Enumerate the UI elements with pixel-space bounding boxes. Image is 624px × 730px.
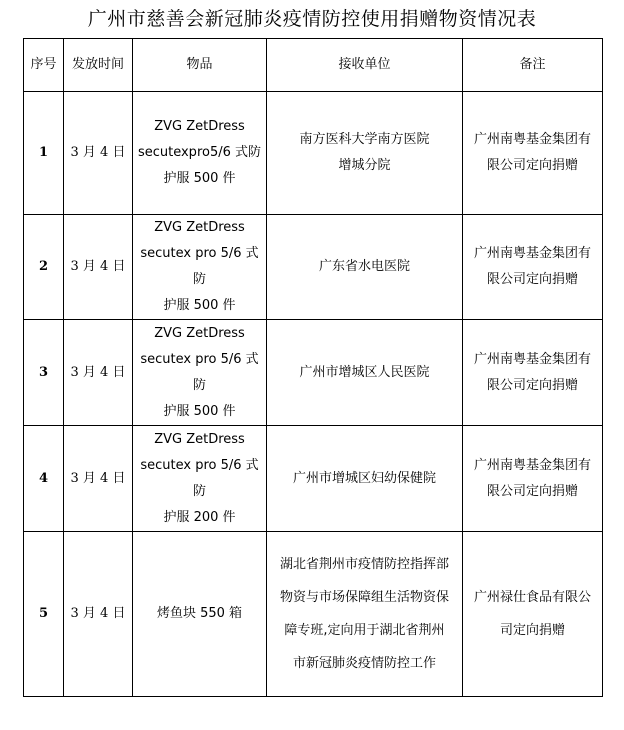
serial-cell: 2 [24, 215, 64, 320]
date-cell: 3 月 4 日 [64, 532, 133, 697]
serial-cell: 3 [24, 320, 64, 426]
recipient-cell [267, 320, 463, 426]
note-line: 限公司定向捐赠 [486, 377, 578, 393]
recipient-line: 湖北省荆州市疫情防控指挥部 [279, 557, 449, 572]
recipient-cell [267, 532, 463, 697]
recipient-line: 广东省水电医院 [318, 259, 410, 274]
serial-cell: 5 [24, 532, 64, 697]
page-title: 广州市慈善会新冠肺炎疫情防控使用捐赠物资情况表 [87, 8, 537, 30]
note-cell [463, 426, 603, 532]
header-item: 物品 [133, 39, 267, 92]
header-recipient: 接收单位 [267, 39, 463, 92]
recipient-line: 物资与市场保障组生活物资保 [279, 590, 449, 605]
date-cell: 3 月 4 日 [64, 426, 133, 532]
header-serial: 序号 [24, 39, 64, 92]
item-line: 护服 500 件 [163, 171, 236, 186]
date-cell: 3 月 4 日 [64, 215, 133, 320]
note-line: 限公司定向捐赠 [486, 272, 578, 287]
note-line: 广州禄仕食品有限公 [473, 590, 591, 605]
note-cell [463, 320, 603, 426]
item-line: secutexpro5/6 式防 [137, 145, 262, 160]
item-line: secutex pro 5/6 式防 [140, 457, 259, 499]
serial-cell: 4 [24, 426, 64, 532]
item-cell [133, 532, 267, 697]
item-line: ZVG ZetDress [154, 119, 245, 134]
item-line: ZVG ZetDress [154, 220, 245, 235]
note-cell [463, 532, 603, 697]
recipient-cell [267, 426, 463, 532]
item-line: 护服 200 件 [163, 509, 236, 525]
recipient-line: 障专班,定向用于湖北省荆州 [284, 623, 445, 638]
date-cell: 3 月 4 日 [64, 320, 133, 426]
item-cell [133, 320, 267, 426]
item-line: ZVG ZetDress [154, 325, 245, 341]
note-line: 司定向捐赠 [499, 623, 565, 638]
note-line: 广州南粤基金集团有 [473, 351, 591, 367]
item-line: secutex pro 5/6 式防 [140, 351, 259, 393]
recipient-cell [267, 92, 463, 215]
note-line: 广州南粤基金集团有 [473, 132, 591, 147]
recipient-line: 市新冠肺炎疫情防控工作 [292, 656, 436, 671]
item-line: 护服 500 件 [163, 298, 236, 313]
note-cell [463, 215, 603, 320]
table-row [24, 532, 603, 697]
serial-cell: 1 [24, 92, 64, 215]
table-row [24, 92, 603, 215]
note-line: 限公司定向捐赠 [486, 158, 578, 173]
recipient-line: 广州市增城区妇幼保健院 [292, 470, 436, 486]
note-cell [463, 92, 603, 215]
table-row [24, 320, 603, 426]
table-row [24, 426, 603, 532]
item-cell [133, 92, 267, 215]
note-line: 广州南粤基金集团有 [473, 457, 591, 473]
header-date: 发放时间 [64, 39, 133, 92]
recipient-line: 广州市增城区人民医院 [299, 364, 430, 380]
item-line: ZVG ZetDress [154, 431, 245, 447]
item-line: secutex pro 5/6 式防 [140, 246, 259, 287]
item-line: 护服 500 件 [163, 403, 236, 419]
header-note: 备注 [463, 39, 603, 92]
table-row [24, 215, 603, 320]
item-cell [133, 426, 267, 532]
recipient-line: 增城分院 [338, 158, 391, 173]
recipient-line: 南方医科大学南方医院 [299, 132, 430, 147]
recipient-cell [267, 215, 463, 320]
item-cell [133, 215, 267, 320]
note-line: 限公司定向捐赠 [486, 483, 578, 499]
date-cell: 3 月 4 日 [64, 92, 133, 215]
item-line: 烤鱼块 550 箱 [156, 606, 243, 621]
note-line: 广州南粤基金集团有 [473, 246, 591, 261]
donation-table [23, 38, 603, 697]
table-header-row [24, 39, 603, 92]
